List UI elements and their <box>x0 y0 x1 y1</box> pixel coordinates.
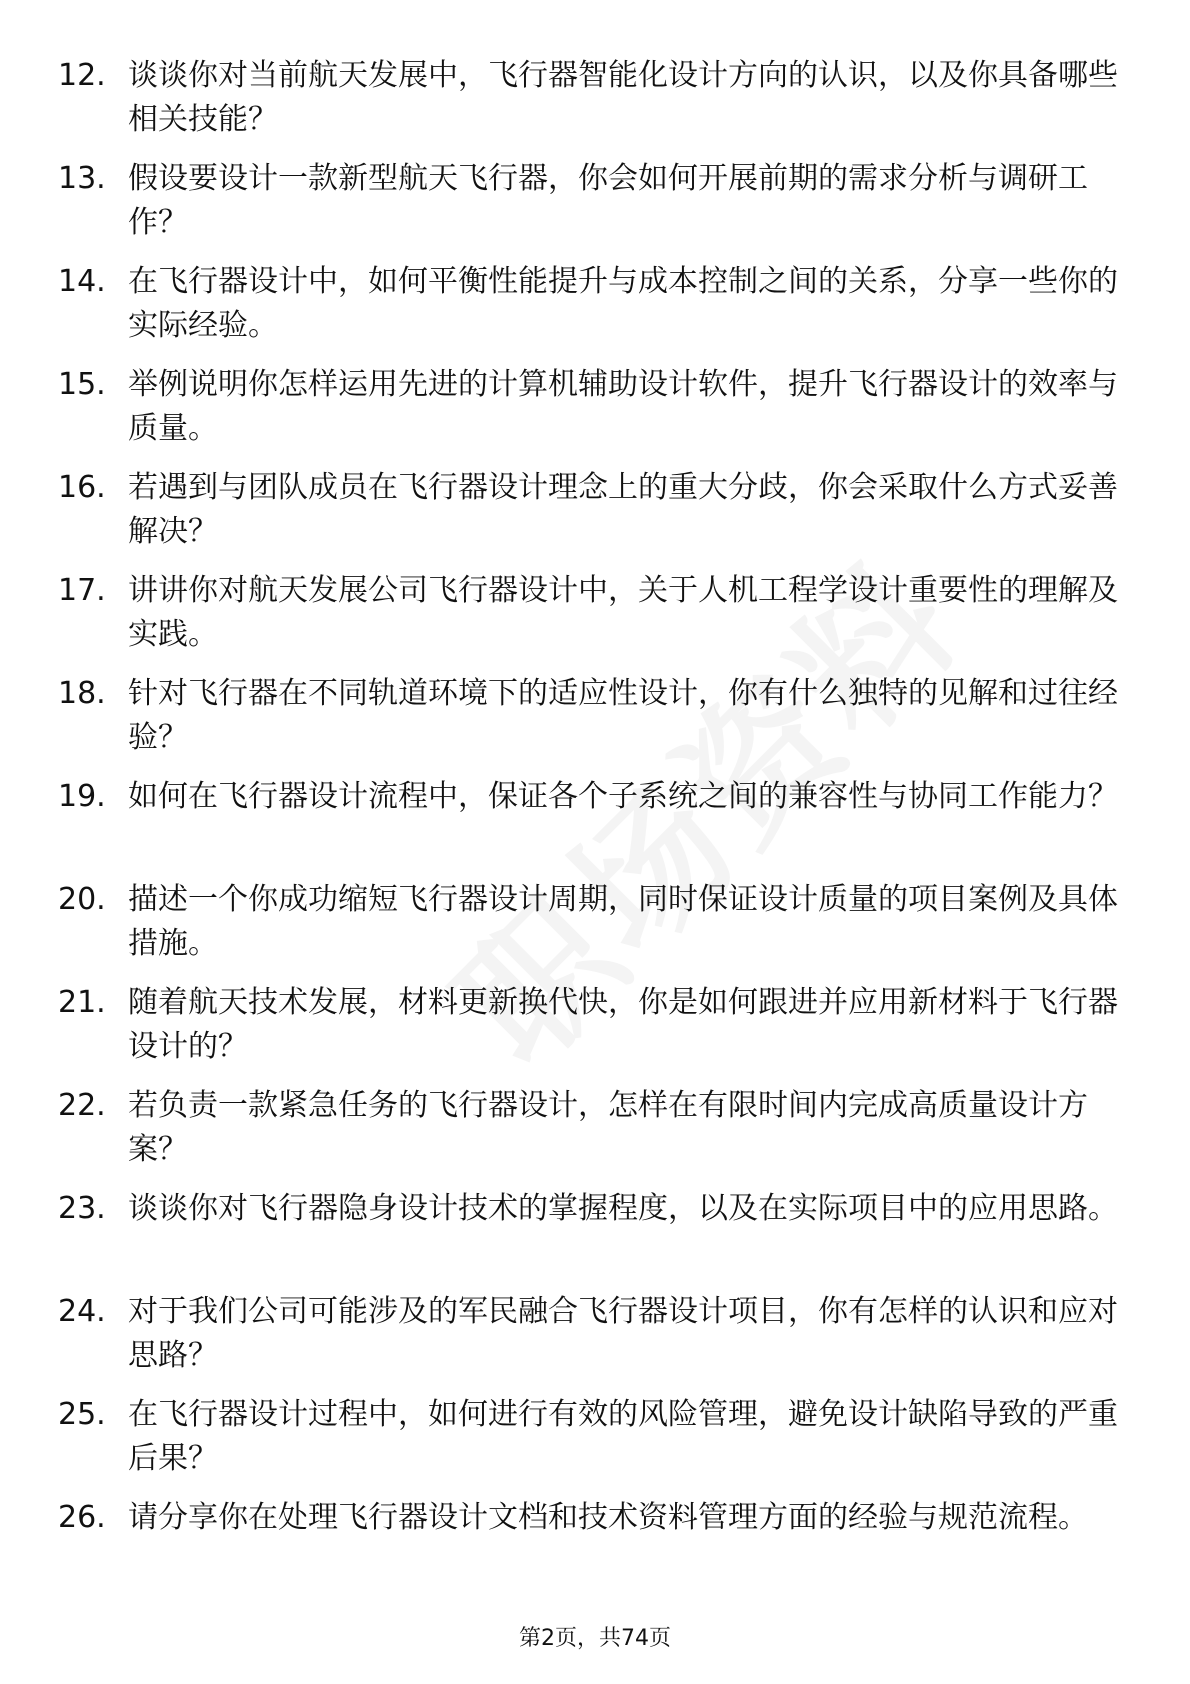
question-item <box>58 1496 1118 1599</box>
page-footer: 第2页，共74页 <box>519 1626 671 1651</box>
question-text: 针对飞行器在不同轨道环境下的适应性设计，你有什么独特的见解和过往经验？ <box>128 676 1118 755</box>
question-number: 17. <box>58 573 106 608</box>
question-number: 16. <box>58 470 106 505</box>
question-number: 25. <box>58 1397 106 1432</box>
question-text: 在飞行器设计中，如何平衡性能提升与成本控制之间的关系，分享一些你的实际经验。 <box>128 264 1118 343</box>
question-text: 对于我们公司可能涉及的军民融合飞行器设计项目，你有怎样的认识和应对思路？ <box>128 1294 1118 1373</box>
question-item <box>58 878 1118 981</box>
question-item <box>58 1290 1118 1393</box>
question-text: 在飞行器设计过程中，如何进行有效的风险管理，避免设计缺陷导致的严重后果？ <box>128 1397 1118 1476</box>
question-text: 举例说明你怎样运用先进的计算机辅助设计软件，提升飞行器设计的效率与质量。 <box>128 367 1118 446</box>
question-text: 假设要设计一款新型航天飞行器，你会如何开展前期的需求分析与调研工作？ <box>128 161 1088 240</box>
question-item <box>58 157 1118 260</box>
question-item <box>58 466 1118 569</box>
question-number: 21. <box>58 985 106 1020</box>
question-text: 谈谈你对当前航天发展中，飞行器智能化设计方向的认识，以及你具备哪些相关技能？ <box>128 58 1118 137</box>
question-number: 15. <box>58 367 106 402</box>
question-number: 24. <box>58 1294 106 1329</box>
question-item <box>58 1393 1118 1496</box>
question-number: 22. <box>58 1088 106 1123</box>
question-number: 19. <box>58 779 106 814</box>
question-text: 讲讲你对航天发展公司飞行器设计中，关于人机工程学设计重要性的理解及实践。 <box>128 573 1118 652</box>
question-item <box>58 775 1118 878</box>
question-item <box>58 54 1118 157</box>
question-item <box>58 569 1118 672</box>
question-number: 13. <box>58 161 106 196</box>
question-list <box>58 54 1118 1599</box>
question-number: 26. <box>58 1500 106 1535</box>
question-item <box>58 672 1118 775</box>
question-text: 谈谈你对飞行器隐身设计技术的掌握程度，以及在实际项目中的应用思路。 <box>128 1191 1118 1226</box>
question-item <box>58 260 1118 363</box>
question-number: 23. <box>58 1191 106 1226</box>
question-text: 若负责一款紧急任务的飞行器设计，怎样在有限时间内完成高质量设计方案？ <box>128 1088 1088 1167</box>
question-item <box>58 1084 1118 1187</box>
question-text: 如何在飞行器设计流程中，保证各个子系统之间的兼容性与协同工作能力？ <box>128 779 1118 814</box>
question-item <box>58 981 1118 1084</box>
question-number: 14. <box>58 264 106 299</box>
question-text: 随着航天技术发展，材料更新换代快，你是如何跟进并应用新材料于飞行器设计的？ <box>128 985 1118 1064</box>
question-number: 20. <box>58 882 106 917</box>
question-item <box>58 363 1118 466</box>
question-number: 12. <box>58 58 106 93</box>
question-number: 18. <box>58 676 106 711</box>
question-text: 若遇到与团队成员在飞行器设计理念上的重大分歧，你会采取什么方式妥善解决？ <box>128 470 1118 549</box>
question-text: 请分享你在处理飞行器设计文档和技术资料管理方面的经验与规范流程。 <box>128 1500 1088 1535</box>
question-item <box>58 1187 1118 1290</box>
question-text: 描述一个你成功缩短飞行器设计周期，同时保证设计质量的项目案例及具体措施。 <box>128 882 1118 961</box>
